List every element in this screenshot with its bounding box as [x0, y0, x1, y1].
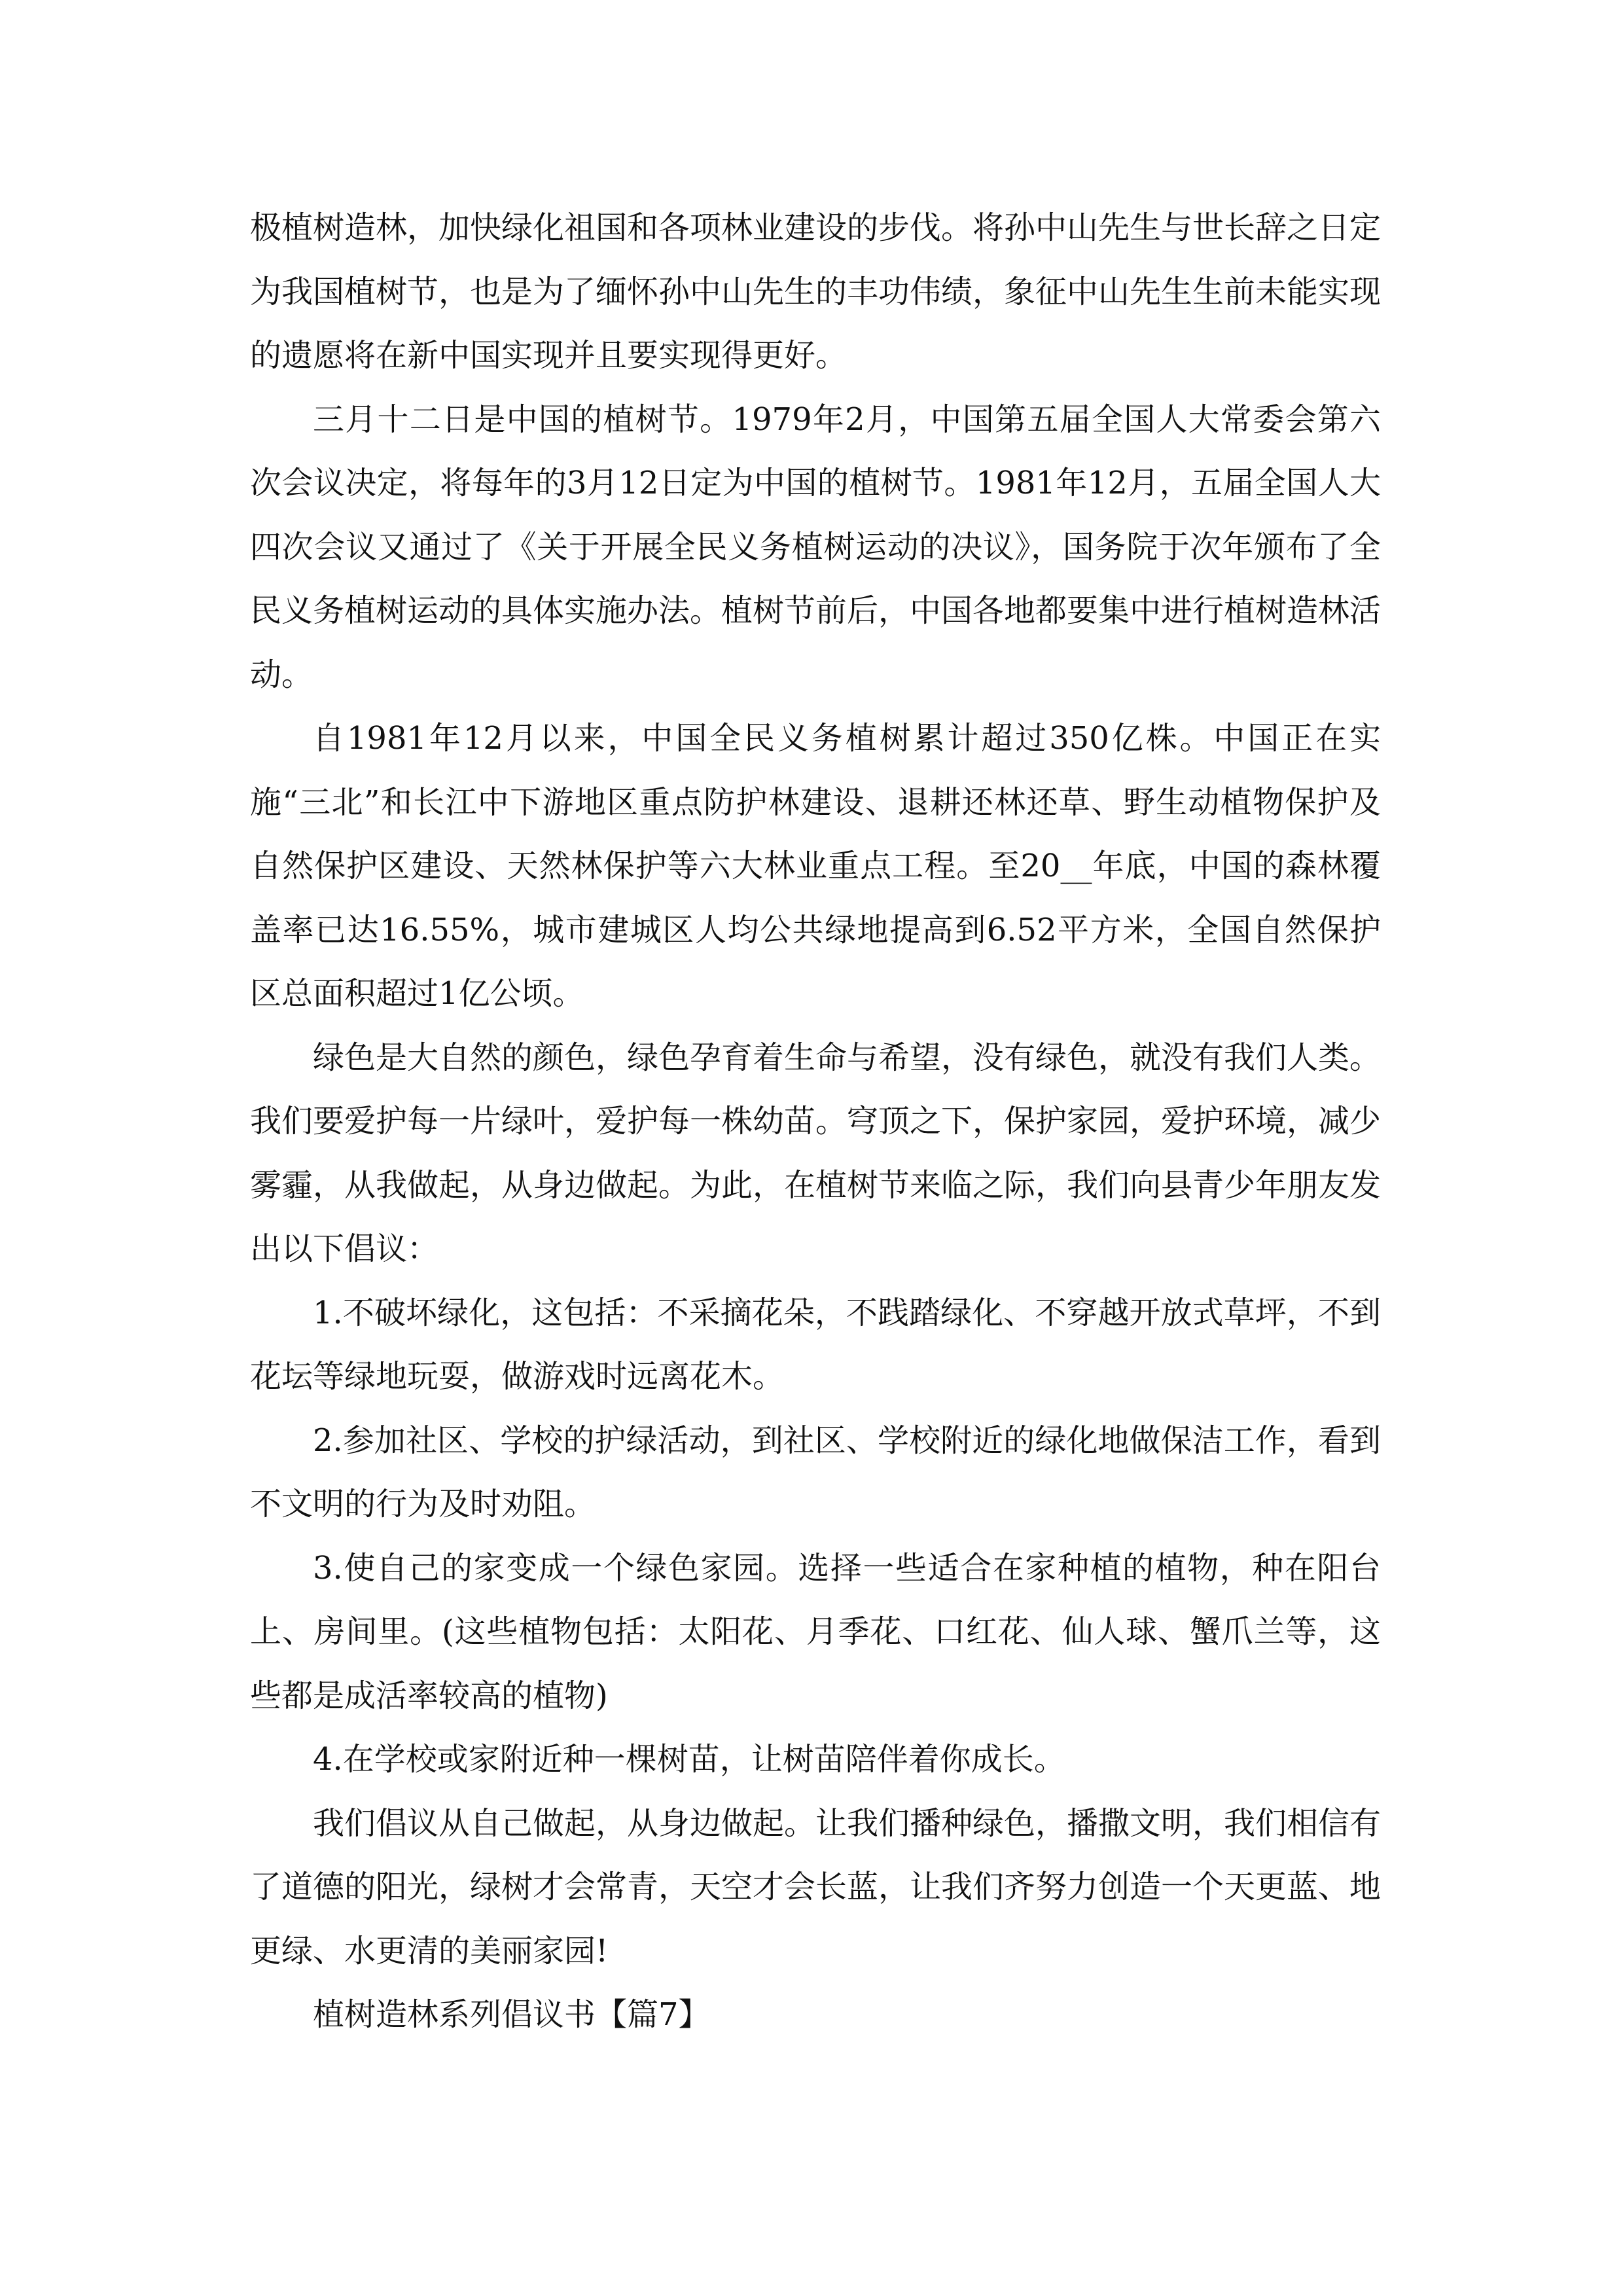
section-heading-part-7: 植树造林系列倡议书【篇7】 [313, 1996, 710, 2033]
proposal-item-3: 3.使自己的家变成一个绿色家园。选择一些适合在家种植的植物，种在阳台上、房间里。(这些植物包括：太阳花、月季花、口红花、仙人球、蟹爪兰等，这些都是成活率较高的植物) [250, 1549, 1381, 1714]
paragraph-closing: 我们倡议从自己做起，从身边做起。让我们播种绿色，播撒文明，我们相信有了道德的阳光，绿树才会常青，天空才会长蓝，让我们齐努力创造一个天更蓝、地更绿、水更清的美丽家园! [250, 1804, 1382, 1969]
paragraph-planting-statistics: 自1981年12月以来，中国全民义务植树累计超过350亿株。中国正在实施“三北”和长江中下游地区重点防护林建设、退耕还林还草、野生动植物保护及自然保护区建设、天然林保护等六大林业重点工程。至20__年底，中国的森林覆盖率已达16.55%，城市建城区人均公共绿地提高到6.52平方米，全国自然保护区总面积超过1亿公顷。 [250, 720, 1381, 1012]
paragraph-green-appeal: 绿色是大自然的颜色，绿色孕育着生命与希望，没有绿色，就没有我们人类。我们要爱护每一片绿叶，爱护每一株幼苗。穹顶之下，保护家园，爱护环境，减少雾霾，从我做起，从身边做起。为此，在植树节来临之际，我们向县青少年朋友发出以下倡议： [250, 1039, 1382, 1267]
proposal-item-4: 4.在学校或家附近种一棵树苗，让树苗陪伴着你成长。 [313, 1741, 1065, 1778]
proposal-item-1: 1.不破坏绿化，这包括：不采摘花朵，不践踏绿化、不穿越开放式草坪，不到花坛等绿地玩耍，做游戏时远离花木。 [250, 1294, 1381, 1395]
proposal-item-2: 2.参加社区、学校的护绿活动，到社区、学校附近的绿化地做保洁工作，看到不文明的行为及时劝阻。 [250, 1422, 1381, 1522]
document-body [250, 196, 1381, 2047]
paragraph-continuation: 极植树造林，加快绿化祖国和各项林业建设的步伐。将孙中山先生与世长辞之日定为我国植树节，也是为了缅怀孙中山先生的丰功伟绩，象征中山先生生前未能实现的遗愿将在新中国实现并且要实现得更好。 [250, 209, 1382, 374]
paragraph-arbor-day-history: 三月十二日是中国的植树节。1979年2月，中国第五届全国人大常委会第六次会议决定，将每年的3月12日定为中国的植树节。1981年12月，五届全国人大四次会议又通过了《关于开展全民义务植树运动的决议》，国务院于次年颁布了全民义务植树运动的具体实施办法。植树节前后，中国各地都要集中进行植树造林活动。 [250, 401, 1382, 693]
